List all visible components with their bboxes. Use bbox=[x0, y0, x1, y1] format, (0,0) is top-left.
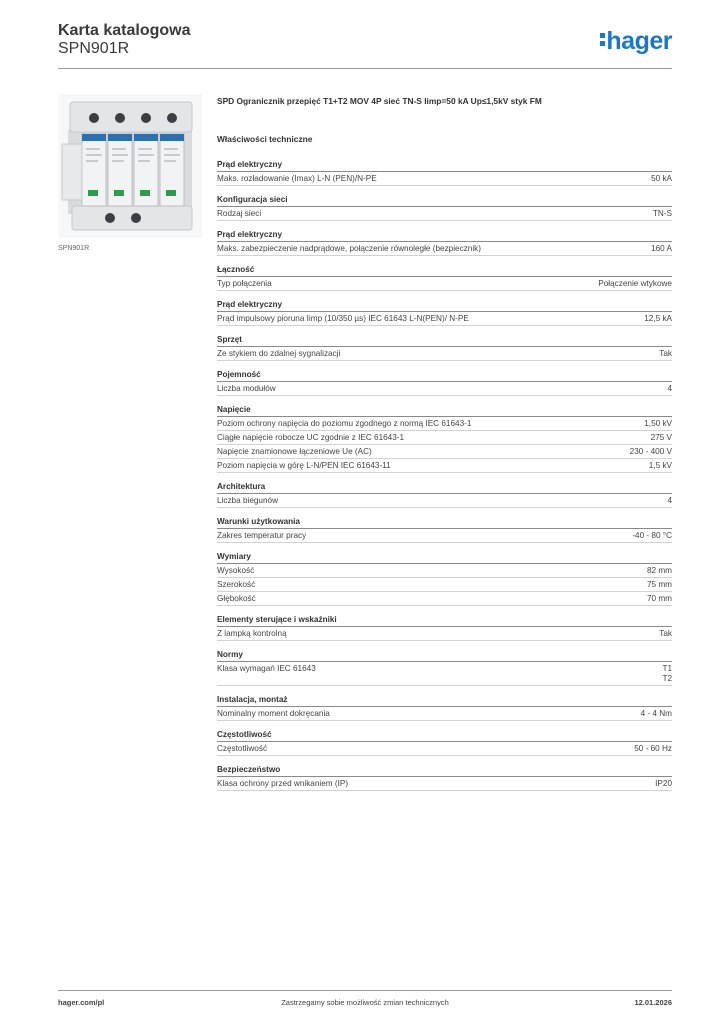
spec-group-title: Konfiguracja sieci bbox=[217, 195, 672, 207]
product-image bbox=[58, 94, 202, 238]
spec-row bbox=[217, 494, 672, 508]
spec-value: -40 - 80 °C bbox=[632, 531, 672, 540]
spec-group bbox=[217, 300, 672, 326]
spec-value: 230 - 400 V bbox=[629, 447, 672, 456]
spec-row bbox=[217, 347, 672, 361]
spec-label: Z lampką kontrolną bbox=[217, 629, 287, 638]
spec-row bbox=[217, 529, 672, 543]
spec-value: 50 - 60 Hz bbox=[634, 744, 672, 753]
spec-group-title: Prąd elektryczny bbox=[217, 300, 672, 312]
spec-value: IP20 bbox=[655, 779, 672, 788]
spec-value: 4 bbox=[667, 384, 672, 393]
spec-row bbox=[217, 242, 672, 256]
spec-row bbox=[217, 417, 672, 431]
spec-row bbox=[217, 277, 672, 291]
spec-row bbox=[217, 431, 672, 445]
spec-group bbox=[217, 265, 672, 291]
spec-group bbox=[217, 482, 672, 508]
product-code: SPN901R bbox=[58, 40, 130, 57]
spec-label: Nominalny moment dokręcania bbox=[217, 709, 330, 718]
spec-row bbox=[217, 172, 672, 186]
spec-label: Poziom ochrony napięcia do poziomu zgodnego z normą IEC 61643-1 bbox=[217, 419, 472, 428]
spec-group bbox=[217, 517, 672, 543]
spec-row bbox=[217, 742, 672, 756]
spec-label: Prąd impulsowy pioruna Iimp (10/350 µs) IEC 61643 L-N(PEN)/ N-PE bbox=[217, 314, 469, 323]
spec-label: Szerokość bbox=[217, 580, 256, 589]
spec-label: Klasa wymagań IEC 61643 bbox=[217, 664, 316, 673]
spec-group-title: Częstotliwość bbox=[217, 730, 672, 742]
spec-row bbox=[217, 627, 672, 641]
spec-row bbox=[217, 312, 672, 326]
spec-group bbox=[217, 730, 672, 756]
spec-group-title: Wymiary bbox=[217, 552, 672, 564]
spec-label: Zakres temperatur pracy bbox=[217, 531, 307, 540]
spec-group-title: Pojemność bbox=[217, 370, 672, 382]
product-description: SPD Ogranicznik przepięć T1+T2 MOV 4P sieć TN-S Iimp=50 kA Up≤1,5kV styk FM bbox=[217, 96, 542, 106]
spec-groups bbox=[217, 160, 672, 791]
spec-value: 4 - 4 Nm bbox=[640, 709, 672, 718]
spec-group-title: Napięcie bbox=[217, 405, 672, 417]
spec-value: 70 mm bbox=[646, 594, 672, 603]
spec-label: Typ połączenia bbox=[217, 279, 272, 288]
footer-disclaimer: Zastrzegamy sobie możliwość zmian technicznych bbox=[281, 998, 449, 1007]
spec-label: Ze stykiem do zdalnej sygnalizacji bbox=[217, 349, 341, 358]
footer-divider bbox=[58, 990, 672, 991]
spec-group bbox=[217, 552, 672, 606]
spec-row bbox=[217, 592, 672, 606]
spec-value: Tak bbox=[659, 629, 672, 638]
spec-group bbox=[217, 650, 672, 686]
spec-row bbox=[217, 459, 672, 473]
spec-label: Liczba biegunów bbox=[217, 496, 278, 505]
spec-value: 4 bbox=[667, 496, 672, 505]
spec-label: Liczba modułów bbox=[217, 384, 276, 393]
spec-group-title: Bezpieczeństwo bbox=[217, 765, 672, 777]
spec-row bbox=[217, 564, 672, 578]
product-details bbox=[217, 96, 672, 800]
spec-group bbox=[217, 370, 672, 396]
spec-group bbox=[217, 765, 672, 791]
spec-group-title: Instalacja, montaż bbox=[217, 695, 672, 707]
footer-website: hager.com/pl bbox=[58, 998, 105, 1007]
spec-value: TN-S bbox=[652, 209, 672, 218]
spec-row bbox=[217, 662, 672, 686]
spec-value: 75 mm bbox=[646, 580, 672, 589]
spec-value: 1,5 kV bbox=[648, 461, 672, 470]
spec-value: Tak bbox=[659, 349, 672, 358]
spec-label: Maks. rozładowanie (Imax) L-N (PEN)/N-PE bbox=[217, 174, 377, 183]
spec-value: 82 mm bbox=[646, 566, 672, 575]
spec-group-title: Normy bbox=[217, 650, 672, 662]
page-header bbox=[58, 22, 672, 68]
spec-label: Poziom napięcia w górę L-N/PEN IEC 61643-11 bbox=[217, 461, 391, 470]
image-caption: SPN901R bbox=[58, 245, 90, 252]
spec-group bbox=[217, 230, 672, 256]
spec-row bbox=[217, 578, 672, 592]
spec-group bbox=[217, 405, 672, 473]
spec-value: 50 kA bbox=[651, 174, 672, 183]
document-title: Karta katalogowa bbox=[58, 22, 191, 39]
spec-group bbox=[217, 335, 672, 361]
spec-group bbox=[217, 195, 672, 221]
spec-label: Częstotliwość bbox=[217, 744, 268, 753]
logo-dots-icon bbox=[600, 33, 605, 49]
hager-logo bbox=[600, 27, 672, 56]
spec-label: Głębokość bbox=[217, 594, 256, 603]
spec-value: Połączenie wtykowe bbox=[598, 279, 672, 288]
spec-label: Napięcie znamionowe łączeniowe Ue (AC) bbox=[217, 447, 372, 456]
spec-group-title: Prąd elektryczny bbox=[217, 160, 672, 172]
spec-group-title: Architektura bbox=[217, 482, 672, 494]
spec-row bbox=[217, 382, 672, 396]
spec-value: 160 A bbox=[651, 244, 672, 253]
spec-group-title: Sprzęt bbox=[217, 335, 672, 347]
spec-row bbox=[217, 707, 672, 721]
spec-label: Rodzaj sieci bbox=[217, 209, 262, 218]
header-divider bbox=[58, 68, 672, 69]
spec-value: 1,50 kV bbox=[644, 419, 672, 428]
spec-group-title: Łączność bbox=[217, 265, 672, 277]
technical-properties-heading: Właściwości techniczne bbox=[217, 134, 313, 144]
spec-value: T1 T2 bbox=[662, 664, 672, 683]
spec-label: Ciągłe napięcie robocze UC zgodnie z IEC 61643-1 bbox=[217, 433, 405, 442]
logo-text: hager bbox=[606, 27, 672, 55]
spec-group-title: Elementy sterujące i wskaźniki bbox=[217, 615, 672, 627]
spec-group bbox=[217, 615, 672, 641]
spec-label: Wysokość bbox=[217, 566, 255, 575]
spec-group bbox=[217, 160, 672, 186]
spec-row bbox=[217, 777, 672, 791]
spec-value: 12,5 kA bbox=[644, 314, 672, 323]
spec-group-title: Prąd elektryczny bbox=[217, 230, 672, 242]
spec-group-title: Warunki użytkowania bbox=[217, 517, 672, 529]
spec-value: 275 V bbox=[650, 433, 672, 442]
spec-group bbox=[217, 695, 672, 721]
spec-label: Klasa ochrony przed wnikaniem (IP) bbox=[217, 779, 349, 788]
footer-date: 12.01.2026 bbox=[634, 998, 672, 1007]
spec-label: Maks. zabezpieczenie nadprądowe, połączenie równoległe (bezpiecznik) bbox=[217, 244, 481, 253]
spec-row bbox=[217, 445, 672, 459]
spec-row bbox=[217, 207, 672, 221]
surge-protector-icon bbox=[58, 94, 202, 238]
